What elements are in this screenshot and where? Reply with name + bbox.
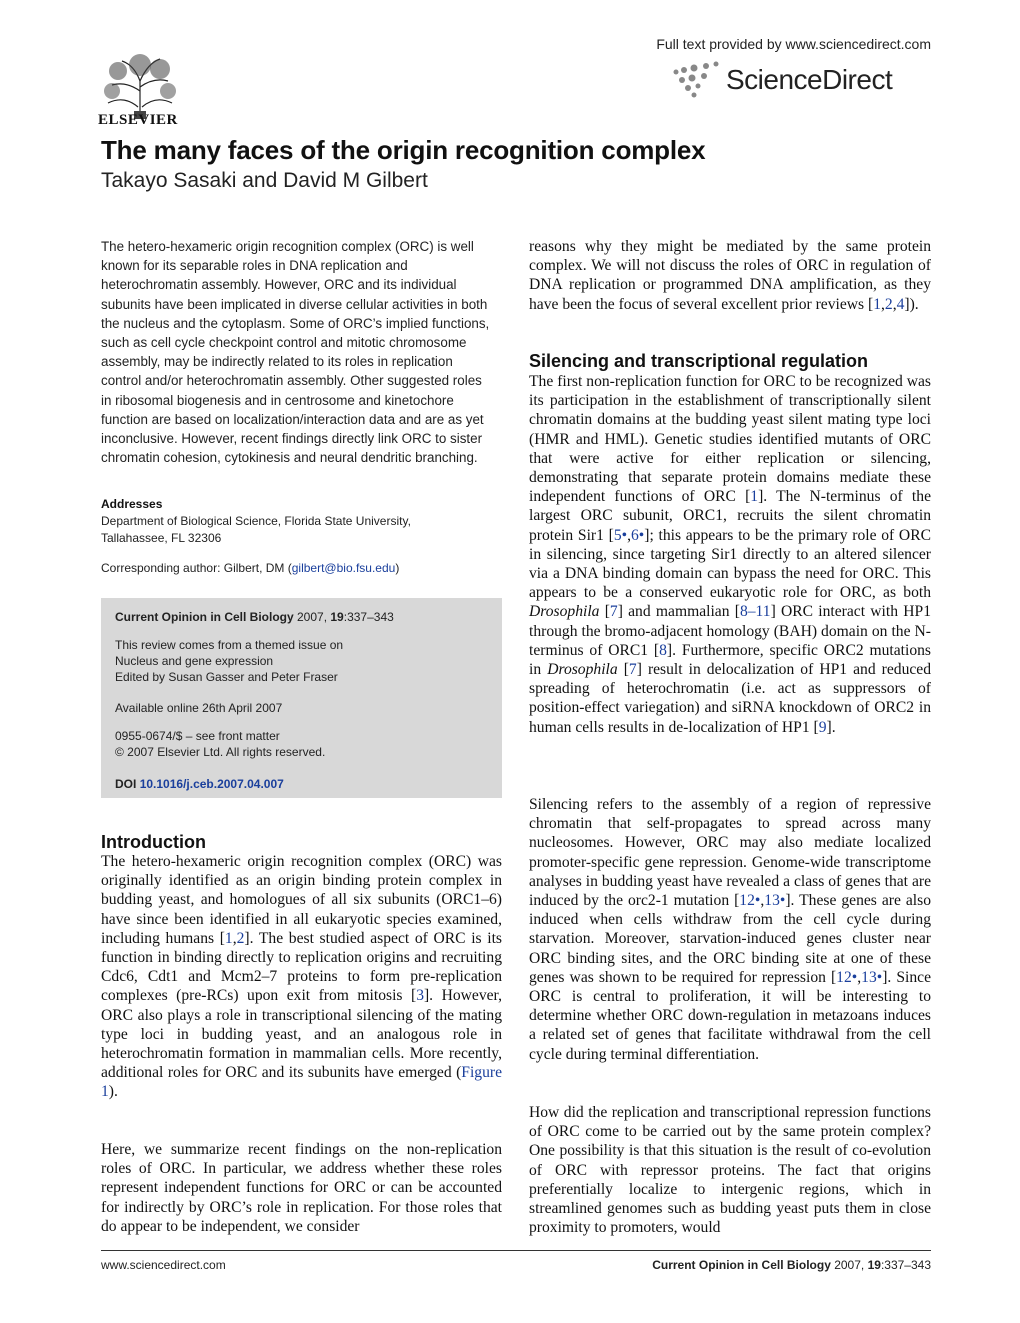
theme-line: Nucleus and gene expression	[115, 654, 274, 668]
species-italic: Drosophila	[547, 661, 618, 679]
ref-link[interactable]: 1	[873, 295, 882, 313]
available-online: Available online 26th April 2007	[115, 701, 283, 715]
ref-link[interactable]: 1	[750, 488, 759, 506]
author-email-link[interactable]: gilbert@bio.fsu.edu	[291, 561, 396, 575]
ref-link[interactable]: 4	[896, 295, 905, 313]
abstract: The hetero-hexameric origin recognition complex (ORC) is well known for its separable roles in DNA replication and heterochromatin assembly. However, ORC and its individual subunits have been implicated in diverse cellular activities in both the nucleus and the cytoplasm. Some of ORC’s implied functions, such as cell cycle checkpoint control and mitotic chromosome assembly, may be indirectly related to its roles in replication control and/or heterochromatin assembly. Other suggested roles in ribosomal biogenesis and in centrosome and kinetochore function are based on localization/interaction data and are as yet inconclusive. However, recent findings directly link ORC to sister chromatin cohesion, cytokinesis and neural dendritic branching.	[101, 239, 490, 466]
footer-website[interactable]: www.sciencedirect.com	[101, 1258, 226, 1272]
issn: 0955-0674/$ – see front matter	[115, 729, 280, 743]
footer-volume: 19	[867, 1258, 881, 1272]
ref-link[interactable]: 5•	[613, 526, 628, 544]
corresponding-suffix: )	[395, 561, 400, 575]
doi-label: DOI	[115, 777, 137, 791]
address-line: Department of Biological Science, Florida State University,	[101, 514, 411, 528]
ref-link[interactable]: 12•	[739, 892, 761, 910]
ref-link[interactable]: 2	[884, 295, 893, 313]
ref-link[interactable]: 7	[609, 603, 618, 621]
journal-volume: 19	[330, 610, 344, 624]
theme-line: This review comes from a themed issue on	[115, 638, 344, 652]
ref-link[interactable]: 3	[416, 987, 424, 1005]
silencing-paragraph-2: Silencing refers to the assembly of a region of repressive chromatin that self-propagates to spread across many nucleosomes. However, ORC may also mediate localized promoter-specific gene repression. Genome-wide transcriptome analyses in budding yeast have revealed a class of genes that are induced by the orc2-1 mutation [12•,13•]. These genes are also induced when cells withdraw from the cell cycle during starvation. Moreover, starvation-induced genes cluster near ORC binding sites, and the ORC binding site at one of these genes was shown to be required for repression [12•,13•]. Since ORC is central to proliferation, it will be interesting to determine whether ORC down-regulation in metazoans induces a related set of genes that facilitate withdrawal from the cell cycle during terminal differentiation.	[529, 796, 931, 1063]
fulltext-note[interactable]: Full text provided by www.sciencedirect.com	[656, 36, 931, 52]
silencing-heading: Silencing and transcriptional regulation	[529, 351, 869, 371]
theme-line: Edited by Susan Gasser and Peter Fraser	[115, 670, 338, 684]
article-title: The many faces of the origin recognition complex	[101, 135, 706, 165]
sciencedirect-wordmark: ScienceDirect	[726, 64, 893, 95]
species-italic: Drosophila	[529, 603, 600, 621]
right-paragraph-0: reasons why they might be mediated by the same protein complex. We will not discuss the roles of ORC in regulation of DNA replication or programmed DNA amplification, as they have been the focus of several excellent prior reviews [1,2,4]).	[529, 238, 931, 313]
ref-link[interactable]: 7	[628, 661, 637, 679]
sciencedirect-dots-icon	[668, 58, 728, 98]
ref-link[interactable]: 13•	[764, 892, 786, 910]
journal-year: 2007,	[293, 610, 331, 624]
journal-pages: :337–343	[343, 610, 394, 624]
footer-divider	[101, 1250, 931, 1251]
copyright: © 2007 Elsevier Ltd. All rights reserved.	[115, 745, 326, 759]
article-authors: Takayo Sasaki and David M Gilbert	[101, 169, 428, 192]
corresponding-author	[101, 561, 493, 575]
addresses-body	[101, 513, 493, 546]
journal-name: Current Opinion in Cell Biology	[115, 610, 294, 624]
ref-link[interactable]: 13•	[861, 968, 883, 986]
ref-link[interactable]: 8	[659, 641, 667, 659]
ref-link[interactable]: 2	[236, 929, 245, 947]
addresses-heading: Addresses	[101, 497, 163, 511]
intro-paragraph-1: The hetero-hexameric origin recognition complex (ORC) was originally identified as an origin binding protein complex in budding yeast, and homologues of all six subunits (ORC1–6) have since been identified in all eukaryotic species examined, including humans [1,2]. The best studied aspect of ORC is its function in binding directly to replication origins and recruiting Cdc6, Cdt1 and Mcm2–7 proteins to form pre-replication complexes (pre-RCs) upon exit from mitosis [3]. However, ORC also plays a role in transcriptional silencing of the mating type loci in budding yeast, and an analogous role in heterochromatin formation in mammalian cells. More recently, additional roles for ORC and its subunits have emerged (Figure 1).	[101, 853, 503, 1101]
footer-pages: :337–343	[880, 1258, 931, 1272]
doi-link[interactable]: 10.1016/j.ceb.2007.04.007	[139, 777, 284, 791]
elsevier-wordmark: ELSEVIER	[98, 112, 178, 128]
footer-year: 2007,	[830, 1258, 868, 1272]
ref-link[interactable]: 1	[224, 929, 233, 947]
doi-line	[115, 777, 284, 791]
ref-link[interactable]: 12•	[836, 968, 858, 986]
address-line: Tallahassee, FL 32306	[101, 530, 222, 545]
ref-link[interactable]: 8–11	[739, 603, 771, 621]
footer-journal: Current Opinion in Cell Biology	[652, 1258, 831, 1272]
journal-citation	[115, 610, 394, 624]
article-info-box	[101, 598, 502, 798]
figure-link[interactable]: Figure 1	[101, 1064, 502, 1101]
footer-citation	[560, 1258, 931, 1272]
ref-link[interactable]: 6•	[630, 526, 645, 544]
introduction-heading: Introduction	[101, 832, 206, 852]
silencing-paragraph-3: How did the replication and transcriptional repression functions of ORC come to be carried out by the same protein complex? One possibility is that this situation is the result of co-evolution of ORC with repressor proteins. The fact that origins preferentially localize to intergenic regions, which in streamlined genomes such as budding yeast puts them in close proximity to promoters, would	[529, 1104, 931, 1237]
ref-link[interactable]: 9	[818, 718, 827, 736]
silencing-paragraph-1: The first non-replication function for ORC to be recognized was its participation in the establishment of transcriptionally silent chromatin domains at the budding yeast silent mating type loci (HMR and HML). Genetic studies identified mutants of ORC that were active for either replication or silencing, demonstrating that separate protein domains mediate these independent functions of ORC [1]. The N-terminus of the largest ORC subunit, ORC1, recruits the silent chromatin protein Sir1 [5•,6•]; this appears to be the primary role of ORC in silencing, since targeting Sir1 directly to an altered silencer via a DNA binding domain can bypass the need for ORC. This appears to be a conserved eukaryotic role for ORC, as both Drosophila [7] and mammalian [8–11] ORC interact with HP1 through the bromo-adjacent homology (BAH) domain on the N-terminus of ORC1 [8]. Furthermore, specific ORC2 mutations in Drosophila [7] result in delocalization of HP1 and reduced spreading of heterochromatin (i.e. act as suppressors of position-effect variegation) and siRNA knockdown of ORC2 in human cells results in de-localization of HP1 [9].	[529, 373, 932, 736]
corresponding-prefix: Corresponding author: Gilbert, DM (	[101, 561, 292, 575]
intro-paragraph-2: Here, we summarize recent findings on the non-replication roles of ORC. In particular, we address whether these roles represent independent functions for ORC or can be accounted for indirectly by ORC’s role in replication. For those roles that do appear to be independent, we consider	[101, 1141, 502, 1235]
